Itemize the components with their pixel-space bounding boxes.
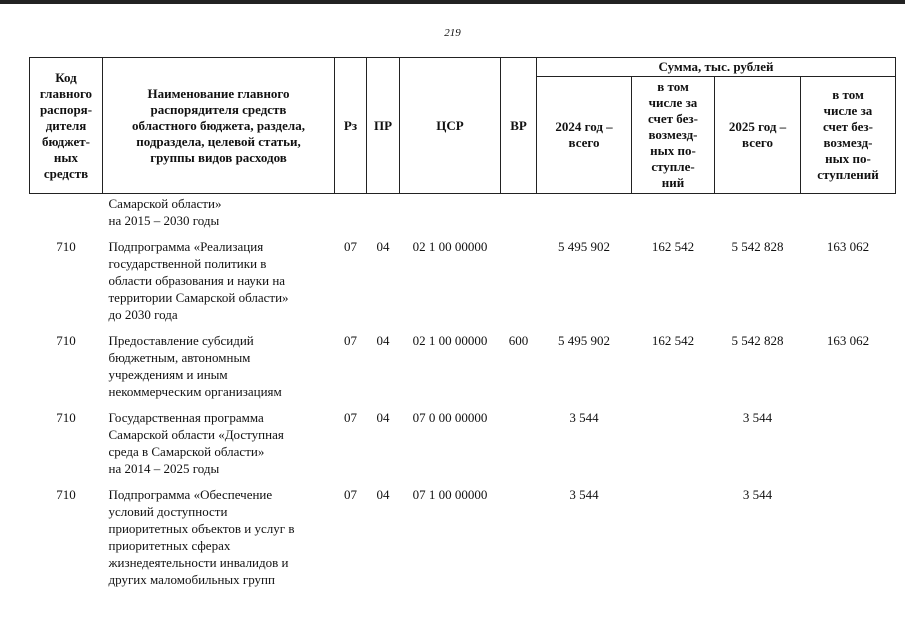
scan-edge-rule [0,0,905,4]
row-2025-free [801,479,896,590]
row-name [103,479,335,590]
budget-table [29,57,896,590]
row-csr: 07 1 00 00000 [412,487,488,502]
text-line: бюджет- [41,133,90,149]
text-line: ступлений [817,167,879,182]
row-name [103,194,335,232]
row-2025-total: 3 544 [742,410,773,425]
row-2024-total: 5 495 902 [558,239,610,254]
row-2025-free [801,402,896,479]
row-code: 710 [56,333,76,348]
text-line: Код [55,69,77,85]
text-line: области образования и науки на [108,273,286,288]
table-row [30,402,896,479]
row-name [103,325,335,402]
text-line: ных по- [650,143,696,158]
text-line: группы видов расходов [150,149,287,165]
header-sum-title: Сумма, тыс. рублей [537,58,896,77]
row-pr: 04 [376,410,390,425]
row-vr: 600 [508,333,529,348]
row-name [103,402,335,479]
text-line: Самарской области «Доступная [108,427,284,442]
text-line: учреждениям и иным [108,367,228,382]
text-line: Самарской области» [108,196,222,211]
text-line: других маломобильных групп [108,572,275,587]
text-line: всего [742,135,773,150]
row-csr: 07 0 00 00000 [412,410,488,425]
table-row [30,325,896,402]
text-line: ний [661,175,685,190]
row-rz: 07 [344,333,357,348]
text-line: бюджетным, автономным [108,350,251,365]
row-vr [501,402,537,479]
table-row-continuation [30,194,896,232]
text-line: средств [43,165,89,181]
row-vr [501,231,537,325]
row-2024-free [632,479,715,590]
text-line: областного бюджета, раздела, [132,117,305,133]
table-row [30,479,896,590]
row-2024-total: 5 495 902 [558,333,610,348]
text-line: распоря- [39,101,93,117]
row-2025-total: 3 544 [742,487,773,502]
text-line: среда в Самарской области» [108,444,265,459]
header-pr: ПР [367,58,400,194]
row-2024-total: 3 544 [569,410,599,425]
header-2024-free [632,77,715,194]
header-2025-free [801,77,896,194]
header-rz: Рз [335,58,367,194]
text-line: на 2015 – 2030 годы [108,213,220,228]
text-line: возмезд- [823,135,873,150]
row-code: 710 [56,487,76,502]
text-line: приоритетных объектов и услуг в [108,521,295,536]
text-line: главного [39,85,93,101]
header-code [30,58,103,194]
row-csr: 02 1 00 00000 [412,333,488,348]
row-code: 710 [56,239,76,254]
text-line: Подпрограмма «Реализация [108,239,264,254]
row-code: 710 [56,410,76,425]
text-line: условий доступности [108,504,228,519]
row-2024-total: 3 544 [569,487,599,502]
row-2024-free [632,402,715,479]
text-line: числе за [648,95,698,110]
text-line: в том [832,87,864,102]
header-2025-total [715,77,801,194]
text-line: Подпрограмма «Обеспечение [108,487,273,502]
text-line: государственной политики в [108,256,267,271]
row-rz: 07 [344,410,357,425]
header-name [103,58,335,194]
text-line: жизнедеятельности инвалидов и [108,555,289,570]
text-line: счет без- [648,111,698,126]
text-line: распорядителя средств [150,101,287,117]
header-vr: ВР [501,58,537,194]
text-line: некоммерческим организациям [108,384,282,399]
row-2025-free: 163 062 [826,333,870,348]
text-line: возмезд- [648,127,698,142]
header-csr: ЦСР [400,58,501,194]
table-row [30,231,896,325]
row-csr: 02 1 00 00000 [412,239,488,254]
row-rz: 07 [344,239,357,254]
row-2025-total: 5 542 828 [731,239,784,254]
text-line: Предоставление субсидий [108,333,254,348]
text-line: в том [657,79,689,94]
text-line: приоритетных сферах [108,538,231,553]
row-vr [501,479,537,590]
text-line: до 2030 года [108,307,178,322]
text-line: подраздела, целевой статьи, [136,133,301,149]
header-2024-total [537,77,632,194]
row-pr: 04 [376,333,390,348]
text-line: всего [568,135,600,150]
text-line: территории Самарской области» [108,290,289,305]
row-name [103,231,335,325]
row-pr: 04 [376,239,390,254]
text-line: на 2014 – 2025 годы [108,461,220,476]
text-line: Государственная программа [108,410,264,425]
text-line: ступле- [651,159,695,174]
text-line: ных по- [825,151,871,166]
text-line: счет без- [823,119,873,134]
text-line: Наименование главного [147,85,290,101]
text-line: 2024 год – [555,119,613,134]
row-2024-free: 162 542 [651,333,695,348]
row-pr: 04 [376,487,390,502]
text-line: дителя [45,117,87,133]
text-line: числе за [823,103,873,118]
page-number: 219 [444,27,461,39]
row-2025-free: 163 062 [826,239,870,254]
text-line: 2025 год – [728,119,787,134]
row-2024-free: 162 542 [651,239,695,254]
row-2025-total: 5 542 828 [731,333,784,348]
row-rz: 07 [344,487,357,502]
text-line: ных [53,149,79,165]
